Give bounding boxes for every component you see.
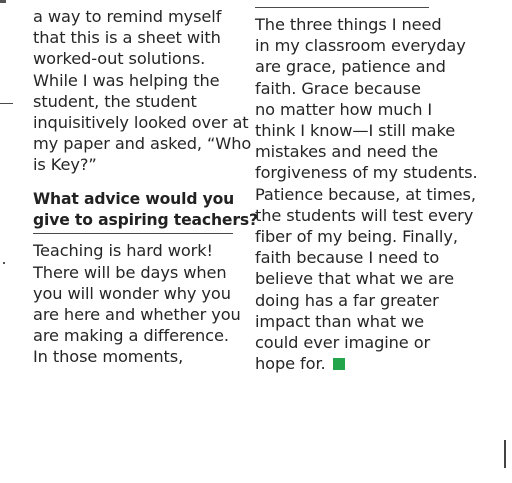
margin-dot [3, 262, 5, 264]
page-edge-mark [0, 0, 6, 3]
text-line: forgiveness of my students. [255, 163, 478, 183]
text-line: Patience because, at times, [255, 184, 476, 204]
text-line: are here and whether you [33, 305, 241, 325]
text-line: In those moments, [33, 347, 184, 367]
text-line-content: hope for. [255, 354, 326, 374]
margin-rule [0, 103, 13, 104]
text-line: The three things I need [255, 15, 442, 34]
text-line: Teaching is hard work! [33, 241, 213, 261]
page-edge-bar [504, 440, 506, 468]
text-line: no matter how much I [255, 99, 433, 119]
answer-paragraph-continued [255, 14, 495, 374]
text-line: that this is a sheet with [33, 28, 221, 48]
text-line: is Key?” [33, 155, 97, 175]
answer-paragraph [33, 240, 245, 367]
text-line: student, the student [33, 91, 197, 111]
text-line: could ever imagine or [255, 333, 431, 353]
text-line: think I know—I still make [255, 121, 456, 141]
heading-underline-rule [33, 233, 233, 234]
text-line: mistakes and need the [255, 142, 438, 162]
interview-question-heading [33, 189, 258, 232]
text-line: the students will test every [255, 205, 474, 225]
text-line: believe that what we are [255, 269, 454, 289]
column-top-rule [255, 7, 429, 8]
text-line: a way to remind myself [33, 7, 222, 26]
text-line: faith because I need to [255, 248, 440, 268]
text-line: you will wonder why you [33, 283, 231, 303]
text-line: faith. Grace because [255, 78, 421, 98]
text-line: doing has a far greater [255, 290, 439, 310]
end-of-article-mark [333, 358, 345, 370]
last-text-line [255, 353, 495, 374]
text-line: impact than what we [255, 311, 424, 331]
text-line: worked-out solutions. [33, 49, 206, 69]
text-line: inquisitively looked over at [33, 113, 249, 133]
text-line: There will be days when [33, 262, 227, 282]
heading-line: give to aspiring teachers? [33, 211, 258, 230]
article-right-column [255, 0, 495, 374]
text-line: While I was helping the [33, 70, 220, 90]
text-line: in my classroom everyday [255, 36, 466, 56]
article-left-column [33, 0, 258, 368]
text-line: my paper and asked, “Who [33, 134, 252, 154]
answer-paragraph-continued [33, 6, 252, 176]
text-line: are making a difference. [33, 326, 229, 346]
heading-line: What advice would you [33, 189, 235, 208]
text-line: are grace, patience and [255, 57, 446, 77]
text-line: fiber of my being. Finally, [255, 227, 458, 247]
